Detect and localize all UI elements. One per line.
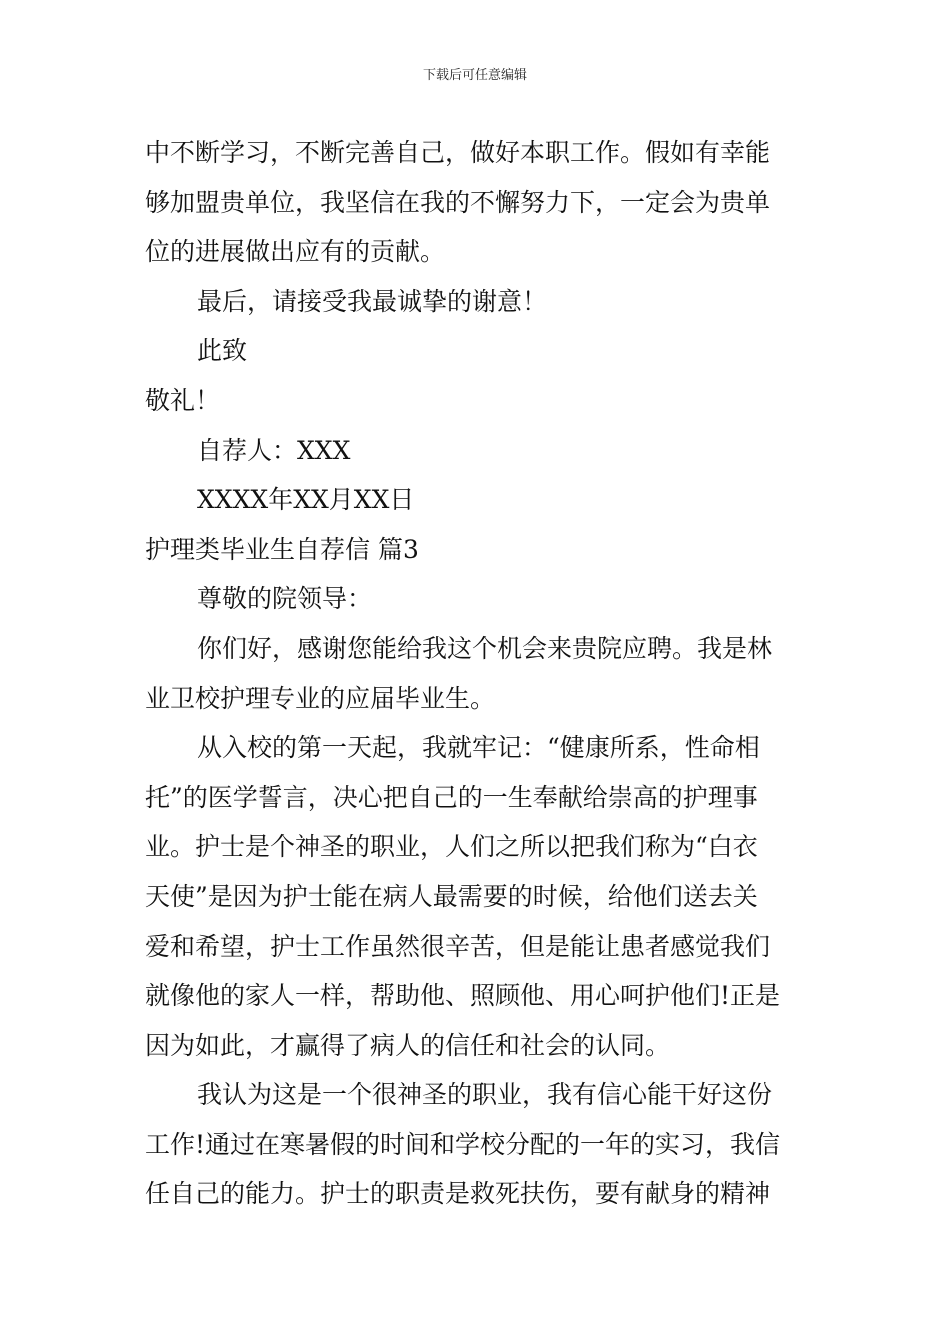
- text-line: 从入校的第一天起，我就牢记：“健康所系，性命相: [197, 733, 760, 763]
- text-line: 够加盟贵单位，我坚信在我的不懈努力下，一定会为贵单: [145, 187, 771, 217]
- text-line: 天使”是因为护士能在病人最需要的时候，给他们送去关: [145, 881, 758, 911]
- section-title: 护理类毕业生自荐信 篇3: [145, 534, 419, 564]
- text-line: 就像他的家人一样，帮助他、照顾他、用心呵护他们!正是: [145, 981, 781, 1011]
- text-line: 尊敬的院领导：: [197, 584, 373, 614]
- text-line: 爱和希望，护士工作虽然很辛苦，但是能让患者感觉我们: [145, 931, 771, 961]
- text-line: 我认为这是一个很神圣的职业，我有信心能干好这份: [197, 1080, 773, 1110]
- text-line: 此致: [197, 336, 248, 366]
- text-line: 敬礼！: [145, 385, 221, 415]
- text-line: 托”的医学誓言，决心把自己的一生奉献给崇高的护理事: [145, 782, 758, 812]
- text-line: 最后，请接受我最诚挚的谢意！: [197, 286, 548, 316]
- text-line: 业卫校护理专业的应届毕业生。: [145, 683, 496, 713]
- text-line: 自荐人：XXX: [197, 435, 351, 465]
- text-line: 中不断学习，不断完善自己，做好本职工作。假如有幸能: [145, 138, 771, 167]
- text-line: 业。护士是个神圣的职业，人们之所以把我们称为“白衣: [145, 832, 758, 862]
- page-header: 下载后可任意编辑: [422, 68, 527, 83]
- text-line: 因为如此，才赢得了病人的信任和社会的认同。: [145, 1030, 671, 1060]
- text-line: XXXX年XX月XX日: [197, 485, 415, 515]
- text-line: 任自己的能力。护士的职责是救死扶伤，要有献身的精神: [145, 1179, 771, 1209]
- text-line: 位的进展做出应有的贡献。: [145, 237, 446, 267]
- text-line: 工作!通过在寒暑假的时间和学校分配的一年的实习，我信: [145, 1129, 781, 1159]
- text-line: 你们好，感谢您能给我这个机会来贵院应聘。我是林: [197, 633, 773, 663]
- document-body: [145, 128, 805, 1219]
